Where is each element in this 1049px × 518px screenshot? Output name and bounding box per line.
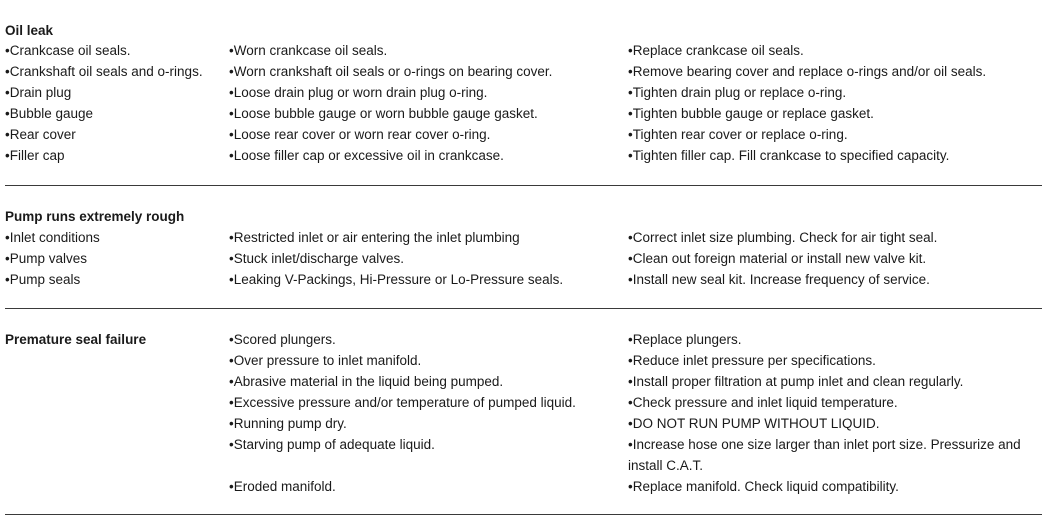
- problem-item: •Restricted inlet or air entering the inlet plumbing: [229, 230, 520, 245]
- solution-item: •Increase hose one size larger than inlet port size. Pressurize and install C.A.T.: [628, 437, 1021, 473]
- section-divider: [5, 308, 1042, 309]
- problem-item: •Loose rear cover or worn rear cover o-ring.: [229, 127, 491, 142]
- cause-item: •Pump seals: [5, 272, 81, 287]
- cause-item: •Filler cap: [5, 148, 65, 163]
- causes-column: [5, 227, 220, 290]
- solution-item: •DO NOT RUN PUMP WITHOUT LIQUID.: [628, 416, 880, 431]
- problem-item: •Starving pump of adequate liquid.: [229, 437, 435, 452]
- solution-item: •Reduce inlet pressure per specifications.: [628, 353, 876, 368]
- cause-item: •Pump valves: [5, 251, 88, 266]
- section-divider: [5, 514, 1042, 515]
- solution-item: •Tighten filler cap. Fill crankcase to specified capacity.: [628, 148, 950, 163]
- problems-column: [229, 329, 619, 497]
- problem-item: •Running pump dry.: [229, 416, 347, 431]
- problem-item: •Worn crankshaft oil seals or o-rings on bearing cover.: [229, 64, 553, 79]
- solution-item: •Check pressure and inlet liquid temperature.: [628, 395, 898, 410]
- section-title: Premature seal failure: [5, 332, 147, 347]
- problem-item: •Scored plungers.: [229, 332, 336, 347]
- cause-item: •Crankcase oil seals.: [5, 43, 131, 58]
- problem-item: •Excessive pressure and/or temperature of pumped liquid.: [229, 395, 576, 410]
- section-title: Pump runs extremely rough: [5, 209, 185, 224]
- problems-column: [229, 40, 619, 166]
- cause-item: •Drain plug: [5, 85, 72, 100]
- problem-item: •Worn crankcase oil seals.: [229, 43, 388, 58]
- problem-item: •Loose drain plug or worn drain plug o-ring.: [229, 85, 488, 100]
- section-divider: [5, 185, 1042, 186]
- solution-item: •Clean out foreign material or install new valve kit.: [628, 251, 927, 266]
- problems-column: [229, 227, 619, 290]
- problem-item: •Eroded manifold.: [229, 479, 336, 494]
- solution-item: •Tighten rear cover or replace o-ring.: [628, 127, 848, 142]
- solutions-column: [628, 329, 1038, 497]
- solution-item: •Replace manifold. Check liquid compatibility.: [628, 479, 899, 494]
- cause-item: •Rear cover: [5, 127, 76, 142]
- solution-item: •Install new seal kit. Increase frequency of service.: [628, 272, 930, 287]
- solutions-column: [628, 227, 1038, 290]
- solutions-column: [628, 40, 1038, 166]
- solution-item: •Correct inlet size plumbing. Check for air tight seal.: [628, 230, 938, 245]
- solution-item: •Tighten drain plug or replace o-ring.: [628, 85, 847, 100]
- solution-item: •Remove bearing cover and replace o-rings and/or oil seals.: [628, 64, 987, 79]
- solution-item: •Tighten bubble gauge or replace gasket.: [628, 106, 874, 121]
- problem-item: •Leaking V-Packings, Hi-Pressure or Lo-Pressure seals.: [229, 272, 564, 287]
- problem-item: •Loose bubble gauge or worn bubble gauge gasket.: [229, 106, 538, 121]
- solution-item: •Replace plungers.: [628, 332, 742, 347]
- solution-item: •Install proper filtration at pump inlet and clean regularly.: [628, 374, 964, 389]
- cause-item: •Bubble gauge: [5, 106, 94, 121]
- problem-item: •Abrasive material in the liquid being pumped.: [229, 374, 504, 389]
- cause-item: •Crankshaft oil seals and o-rings.: [5, 64, 203, 79]
- solution-item: •Replace crankcase oil seals.: [628, 43, 804, 58]
- problem-item: •Over pressure to inlet manifold.: [229, 353, 422, 368]
- problem-item: •Stuck inlet/discharge valves.: [229, 251, 405, 266]
- causes-column: [5, 40, 220, 166]
- problem-item: •Loose filler cap or excessive oil in crankcase.: [229, 148, 504, 163]
- section-title: Oil leak: [5, 23, 54, 38]
- cause-item: •Inlet conditions: [5, 230, 100, 245]
